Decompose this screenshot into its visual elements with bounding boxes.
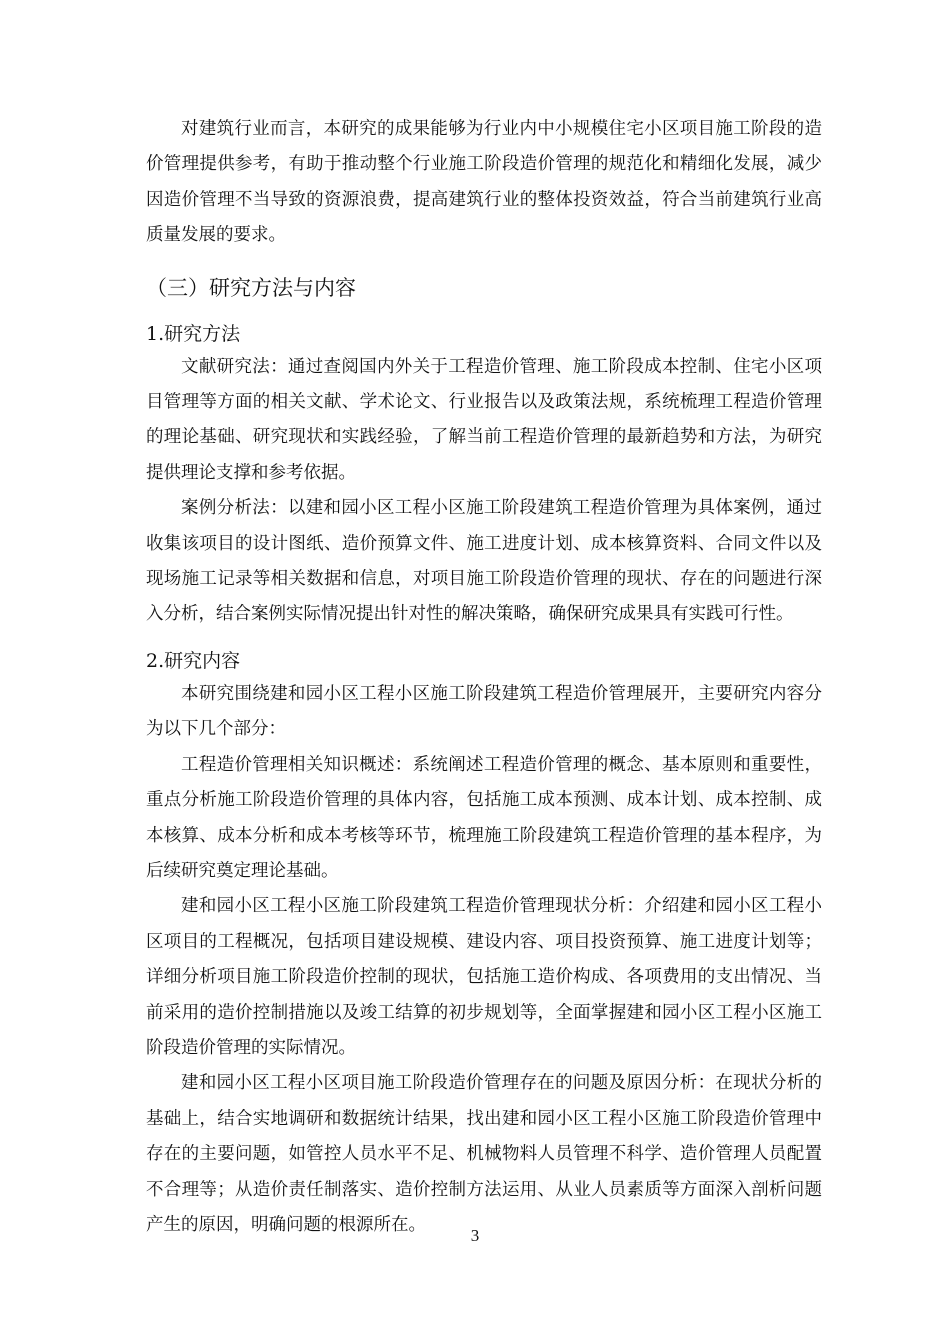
paragraph-case-analysis-method: 案例分析法：以建和园小区工程小区施工阶段建筑工程造价管理为具体案例，通过收集该项目的设计图纸、造价预算文件、施工进度计划、成本核算资料、合同文件以及现场施工记录等相关数据和信息，对项目施工阶段造价管理的现状、存在的问题进行深入分析，结合案例实际情况提出针对性的解决策略，确保研究成果具有实践可行性。 [146,498,822,625]
paragraph-literature-method: 文献研究法：通过查阅国内外关于工程造价管理、施工阶段成本控制、住宅小区项目管理等方面的相关文献、学术论文、行业报告以及政策法规，系统梳理工程造价管理的理论基础、研究现状和实践经验，了解当前工程造价管理的最新趋势和方法，为研究提供理论支撑和参考依据。 [146,356,822,483]
document-page [146,112,822,1243]
paragraph-status-analysis: 建和园小区工程小区施工阶段建筑工程造价管理现状分析：介绍建和园小区工程小区项目的工程概况，包括项目建设规模、建设内容、项目投资预算、施工进度计划等；详细分析项目施工阶段造价控制的现状，包括施工造价构成、各项费用的支出情况、当前采用的造价控制措施以及竣工结算的初步规划等，全面掌握建和园小区工程小区施工阶段造价管理的实际情况。 [146,896,822,1058]
subheading-research-methods: 1.研究方法 [146,322,241,345]
section-heading-methods-content: （三）研究方法与内容 [146,275,356,300]
paragraph-knowledge-overview: 工程造价管理相关知识概述：系统阐述工程造价管理的概念、基本原则和重要性，重点分析施工阶段造价管理的具体内容，包括施工成本预测、成本计划、成本控制、成本核算、成本分析和成本考核等环节，梳理施工阶段建筑工程造价管理的基本程序，为后续研究奠定理论基础。 [146,754,822,881]
paragraph-industry-significance: 对建筑行业而言，本研究的成果能够为行业内中小规模住宅小区项目施工阶段的造价管理提供参考，有助于推动整个行业施工阶段造价管理的规范化和精细化发展，减少因造价管理不当导致的资源浪费，提高建筑行业的整体投资效益，符合当前建筑行业高质量发展的要求。 [146,119,822,246]
paragraph-content-intro: 本研究围绕建和园小区工程小区施工阶段建筑工程造价管理展开，主要研究内容分为以下几个部分： [146,683,822,740]
subheading-research-content: 2.研究内容 [146,649,241,672]
page-number: 3 [470,1226,480,1245]
paragraph-problems-analysis: 建和园小区工程小区项目施工阶段造价管理存在的问题及原因分析：在现状分析的基础上，结合实地调研和数据统计结果，找出建和园小区工程小区施工阶段造价管理中存在的主要问题，如管控人员水平不足、机械物料人员管理不科学、造价管理人员配置不合理等；从造价责任制落实、造价控制方法运用、从业人员素质等方面深入剖析问题产生的原因，明确问题的根源所在。 [146,1073,822,1235]
